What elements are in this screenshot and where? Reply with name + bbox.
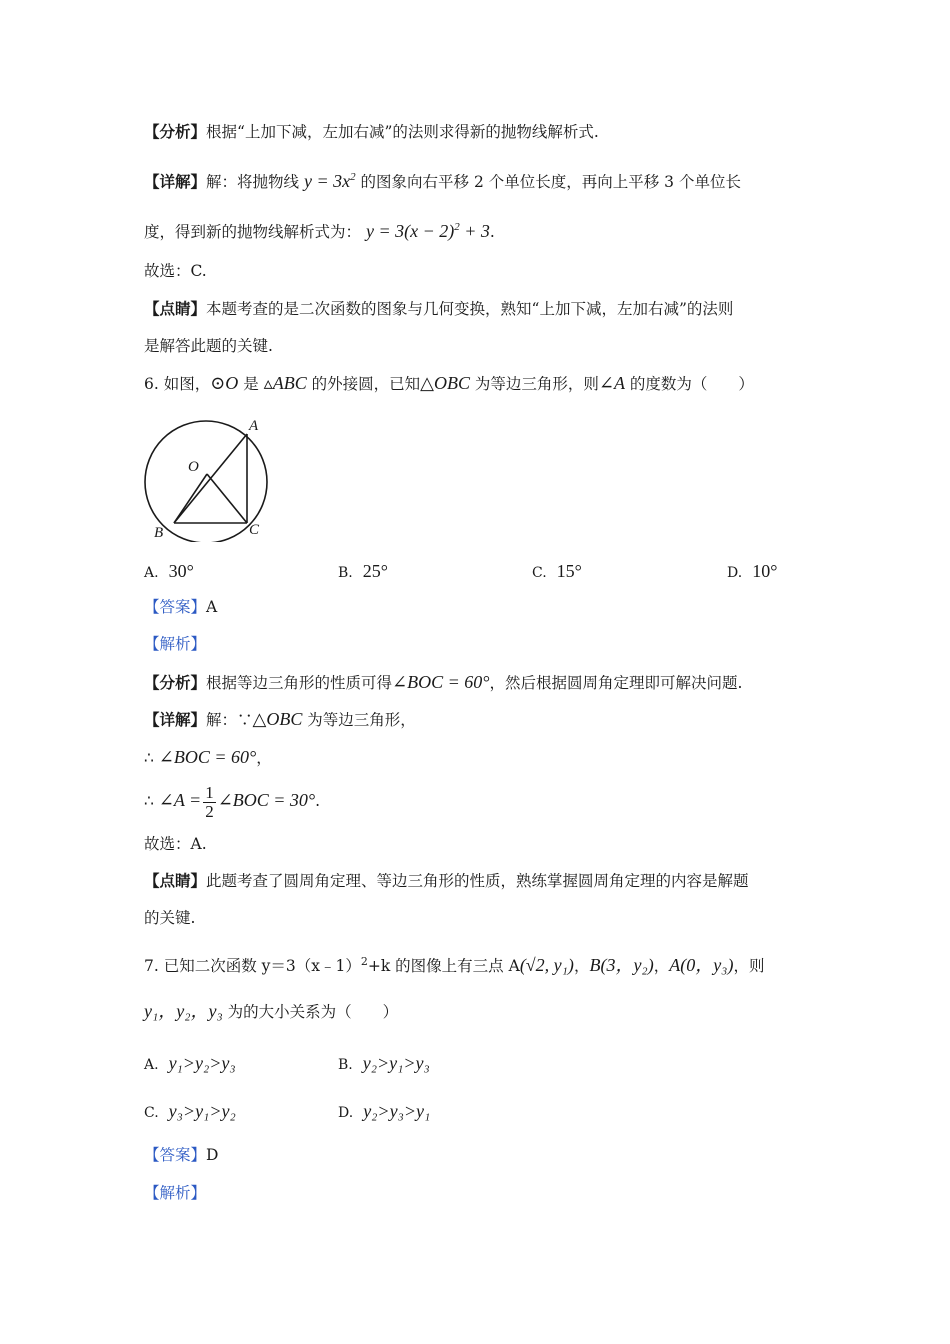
q7-option-b[interactable]: B. y₂>y₁>y₃	[338, 1053, 430, 1073]
q5-detail-line-1	[144, 166, 741, 193]
analysis-text: 根据“上加下减，左加右减”的法则求得新的抛物线解析式.	[206, 123, 599, 141]
q6-option-a[interactable]: A. 30°	[144, 561, 194, 581]
label-b: B	[154, 525, 164, 541]
q7-stem-line-2: y₁，y₂，y₃ 为的大小关系为（ ）	[144, 1001, 399, 1021]
label-a: A	[249, 418, 259, 434]
q6-comment-line-1: 【点睛】此题考查了圆周角定理、等边三角形的性质，熟练掌握圆周角定理的内容是解题	[144, 871, 749, 890]
q6-choice: 故选：A.	[144, 835, 207, 853]
q5-detail-line-2: 度，得到新的抛物线解析式为： $y = 3(x - 2)^2 + 3$.	[144, 221, 495, 241]
jiexi-tag: 【解析】	[144, 635, 207, 653]
analysis-tag: 【分析】	[144, 122, 207, 141]
q6-figure	[140, 412, 280, 542]
q5-comment-line-2: 是解答此题的关键.	[144, 337, 273, 355]
q6-option-b[interactable]: B. 25°	[338, 561, 388, 581]
point-a: (√2, y₁)	[519, 955, 574, 976]
q7-answer	[144, 1144, 218, 1166]
detail-text: 度，得到新的抛物线解析式为：	[144, 223, 362, 241]
q7-option-a[interactable]: A. y₁>y₂>y₃	[144, 1053, 236, 1073]
equation: $y = 3x^2$	[303, 171, 356, 191]
q6-stem: 6. 如图，⊙O 是 ▵ABC 的外接圆，已知△OBC 为等边三角形，则∠A 的度数为（ ）	[144, 373, 754, 393]
detail-text: 解：将抛物线	[206, 173, 300, 191]
q6-analysis-line: 【分析】根据等边三角形的性质可得∠BOC = 60°，然后根据圆周角定理即可解决问题.	[144, 672, 743, 692]
equation: ∠BOC = 60°	[392, 672, 490, 692]
q5-comment-line-1: 【点睛】本题考查的是二次函数的图象与几何变换，熟知“上加下减，左加右减”的法则	[144, 299, 734, 318]
triangle-obc: △OBC	[420, 373, 470, 393]
q6-detail-line: 【详解】解：∵△OBC 为等边三角形，	[144, 709, 416, 729]
answer-tag: 【答案】	[144, 1146, 207, 1164]
answer-value: D	[206, 1146, 219, 1164]
jiexi-tag: 【解析】	[144, 1184, 207, 1202]
circle-o-symbol: ⊙O	[210, 373, 239, 393]
q6-comment-line-2: 的关键.	[144, 909, 196, 927]
q7-option-d[interactable]: D. y₂>y₃>y₁	[338, 1101, 431, 1121]
point-c: A(0，y₃)	[669, 955, 734, 976]
q7-option-c[interactable]: C. y₃>y₁>y₂	[144, 1101, 236, 1121]
q6-answer	[144, 596, 217, 618]
label-o: O	[188, 459, 199, 475]
q5-choice: 故选：C.	[144, 262, 207, 280]
angle-a: ∠A	[598, 373, 625, 393]
q7-stem-line-1: 7. 已知二次函数 y＝3（x﹣1）$^2$+k 的图像上有三点 A(√2, y₁)，B(3，y₂)，A(0，y₃)，则	[144, 955, 765, 976]
q7-jiexi	[144, 1182, 206, 1204]
q6-option-c[interactable]: C. 15°	[532, 561, 582, 581]
point-b: B(3，y₂)	[589, 955, 654, 976]
comment-tag: 【点睛】	[144, 299, 207, 318]
triangle-abc: ▵ABC	[263, 373, 307, 393]
detail-tag: 【详解】	[144, 172, 207, 191]
q6-option-d[interactable]: D. 10°	[727, 561, 778, 581]
label-c: C	[249, 522, 260, 538]
segment-ob	[174, 474, 207, 523]
equation: ∠BOC = 60°	[158, 747, 257, 767]
q6-step-2: ∴ ∠A = $\frac{1}{2}$ ∠BOC = 30°.	[144, 782, 321, 821]
answer-value: A	[206, 598, 218, 616]
q5-analysis-line	[144, 121, 599, 143]
fraction-one-half: $\frac{1}{2}$	[205, 782, 214, 821]
segment-oc	[207, 474, 247, 523]
detail-text: 的图象向右平移 2 个单位长度，再向上平移 3 个单位长	[360, 173, 741, 191]
equation: $y = 3(x - 2)^2 + 3$	[365, 221, 490, 241]
answer-tag: 【答案】	[144, 598, 207, 616]
q6-jiexi	[144, 633, 206, 655]
q6-step-1: ∴ ∠BOC = 60°，	[144, 747, 272, 767]
